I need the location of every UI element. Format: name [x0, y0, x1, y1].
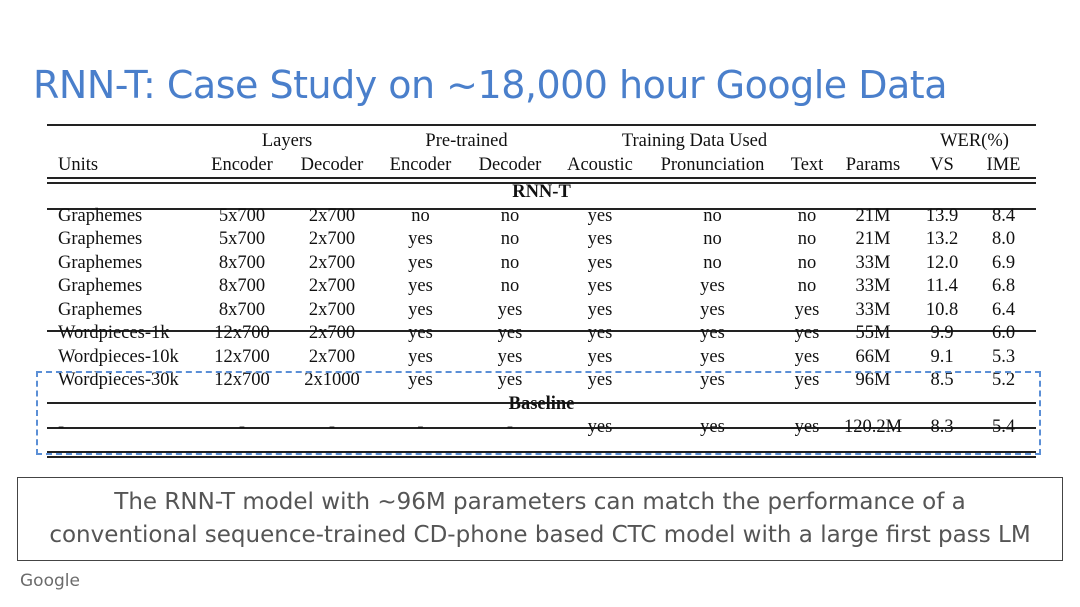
table-cell: -	[506, 417, 514, 438]
table-cell: 2x700	[308, 276, 356, 297]
column-header: Pronunciation	[660, 154, 765, 175]
table-cell: Graphemes	[58, 252, 143, 273]
table-cell: yes	[587, 417, 613, 438]
table-cell: 6.8	[991, 276, 1016, 297]
table-cell: 8.5	[930, 370, 954, 391]
group-header-layers: Layers	[261, 131, 313, 152]
caption-box	[17, 477, 1063, 561]
table-cell: 12x700	[214, 346, 270, 367]
table-cell: Wordpieces-1k	[58, 323, 170, 344]
column-header: Text	[790, 154, 824, 175]
table-cell: yes	[794, 346, 820, 367]
table-cell: 8.4	[991, 205, 1016, 226]
table-cell: yes	[587, 276, 613, 297]
table-cell: 13.2	[925, 229, 959, 250]
table-cell: no	[500, 252, 520, 273]
table-cell: 5x700	[218, 229, 266, 250]
caption-line-2: conventional sequence-trained CD-phone based CTC model with a large first pass LM	[49, 522, 1031, 548]
table-cell: Graphemes	[58, 229, 143, 250]
table-cell: no	[703, 252, 722, 273]
table-cell: Wordpieces-10k	[58, 346, 179, 367]
table-cell: Graphemes	[58, 276, 143, 297]
table-row	[47, 275, 1036, 299]
column-header: Encoder	[389, 154, 452, 175]
table-cell: -	[328, 417, 336, 438]
table-cell: yes	[408, 346, 433, 367]
table-cell: no	[797, 252, 817, 273]
table-cell: no	[500, 276, 520, 297]
table-cell: 33M	[855, 276, 891, 297]
table-cell: yes	[497, 346, 523, 367]
table-cell: yes	[794, 417, 820, 438]
slide-title: RNN-T: Case Study on ~18,000 hour Google Data	[33, 63, 947, 107]
table-cell: no	[500, 205, 520, 226]
column-header: IME	[986, 154, 1021, 175]
table-cell: 2x1000	[304, 370, 360, 391]
table-cell: 10.8	[925, 299, 959, 320]
table-cell: 8x700	[218, 252, 266, 273]
table-cell: yes	[408, 229, 433, 250]
table-cell: Graphemes	[58, 205, 143, 226]
table-cell: 2x700	[308, 205, 356, 226]
table-cell: yes	[408, 323, 433, 344]
table-cell: 2x700	[308, 299, 356, 320]
table-cell: yes	[794, 299, 820, 320]
table-cell: yes	[700, 299, 725, 320]
table-cell: yes	[497, 299, 523, 320]
highlight-dashed-box	[36, 371, 1041, 455]
table-cell: yes	[700, 323, 725, 344]
table-cell: 55M	[855, 323, 891, 344]
table-cell: 8x700	[218, 276, 266, 297]
table-cell: 2x700	[308, 252, 356, 273]
column-header: Units	[58, 154, 99, 175]
table-cell: 2x700	[308, 346, 356, 367]
table-cell: 2x700	[308, 229, 356, 250]
table-cell: 11.4	[926, 276, 958, 297]
rnnt-rows	[47, 205, 1036, 393]
table-cell: yes	[700, 417, 725, 438]
group-header-pretrained: Pre-trained	[425, 131, 508, 152]
table-row	[47, 322, 1036, 346]
table-row	[47, 205, 1036, 229]
table-cell: yes	[408, 276, 433, 297]
table-cell: 96M	[855, 370, 891, 391]
table-cell: 5x700	[218, 205, 266, 226]
table-bottom-rule-2	[47, 456, 1036, 458]
section-label-baseline: Baseline	[508, 393, 575, 414]
column-header: Acoustic	[567, 154, 633, 175]
table-cell: 6.0	[991, 323, 1016, 344]
table-cell: yes	[497, 370, 523, 391]
table-cell: no	[703, 205, 722, 226]
table-cell: 33M	[855, 252, 891, 273]
table-row	[47, 252, 1036, 276]
table-cell: 5.3	[991, 346, 1016, 367]
table-cell: yes	[700, 276, 725, 297]
section-label-rnnt: RNN-T	[512, 182, 571, 203]
column-header: VS	[930, 154, 954, 175]
table-cell: 6.9	[991, 252, 1016, 273]
table-cell: yes	[587, 346, 613, 367]
table-cell: 8.3	[930, 417, 954, 438]
table-cell: no	[411, 205, 430, 226]
table-cell: yes	[700, 346, 725, 367]
table-cell: Graphemes	[58, 299, 143, 320]
table-cell: yes	[587, 252, 613, 273]
table-cell: yes	[497, 323, 523, 344]
table-cell: yes	[408, 252, 433, 273]
table-cell: Wordpieces-30k	[58, 370, 179, 391]
caption-line-1: The RNN-T model with ~96M parameters can match the performance of a	[114, 489, 966, 515]
column-header: Decoder	[478, 154, 542, 175]
column-header: Encoder	[211, 154, 273, 175]
group-header-wer: WER(%)	[940, 131, 1009, 152]
table-cell: 33M	[855, 299, 891, 320]
table-row	[47, 228, 1036, 252]
group-header-row	[47, 130, 1036, 154]
table-cell: 2x700	[308, 323, 356, 344]
table-cell: yes	[794, 370, 820, 391]
table-cell: 5.4	[991, 417, 1016, 438]
table-cell: 9.1	[930, 346, 954, 367]
table-cell: 6.4	[991, 299, 1016, 320]
column-header: Decoder	[300, 154, 364, 175]
table-cell: no	[500, 229, 520, 250]
table-cell: 66M	[855, 346, 891, 367]
table-cell: 120.2M	[843, 417, 903, 438]
table-cell: 12.0	[925, 252, 959, 273]
table-cell: 21M	[855, 229, 891, 250]
table-cell: yes	[587, 323, 613, 344]
table-cell: 21M	[855, 205, 891, 226]
table-cell: no	[703, 229, 722, 250]
table-cell: 8.0	[991, 229, 1016, 250]
table-cell: 13.9	[925, 205, 959, 226]
table-cell: yes	[408, 370, 433, 391]
table-cell: yes	[794, 323, 820, 344]
table-cell: no	[797, 276, 817, 297]
table-cell: yes	[587, 205, 613, 226]
table-cell: yes	[587, 299, 613, 320]
column-header: Params	[845, 154, 901, 175]
table-cell: -	[417, 417, 424, 438]
table-cell: no	[797, 205, 817, 226]
table-cell: yes	[587, 229, 613, 250]
section-row-rnnt	[47, 181, 1036, 205]
table-cell: yes	[408, 299, 433, 320]
google-logo: Google	[20, 571, 80, 591]
table-cell: -	[238, 417, 246, 438]
table-row	[47, 346, 1036, 370]
table-row	[47, 299, 1036, 323]
table-cell: no	[797, 229, 817, 250]
table-cell: 12x700	[214, 370, 270, 391]
table-cell: yes	[700, 370, 725, 391]
group-header-training-data: Training Data Used	[621, 131, 768, 152]
table-cell: -	[58, 417, 65, 438]
table-cell: 5.2	[991, 370, 1016, 391]
column-header-row	[47, 154, 1036, 178]
table-cell: yes	[587, 370, 613, 391]
table-cell: 9.9	[930, 323, 954, 344]
table-cell: 12x700	[214, 323, 270, 344]
table-cell: 8x700	[218, 299, 266, 320]
